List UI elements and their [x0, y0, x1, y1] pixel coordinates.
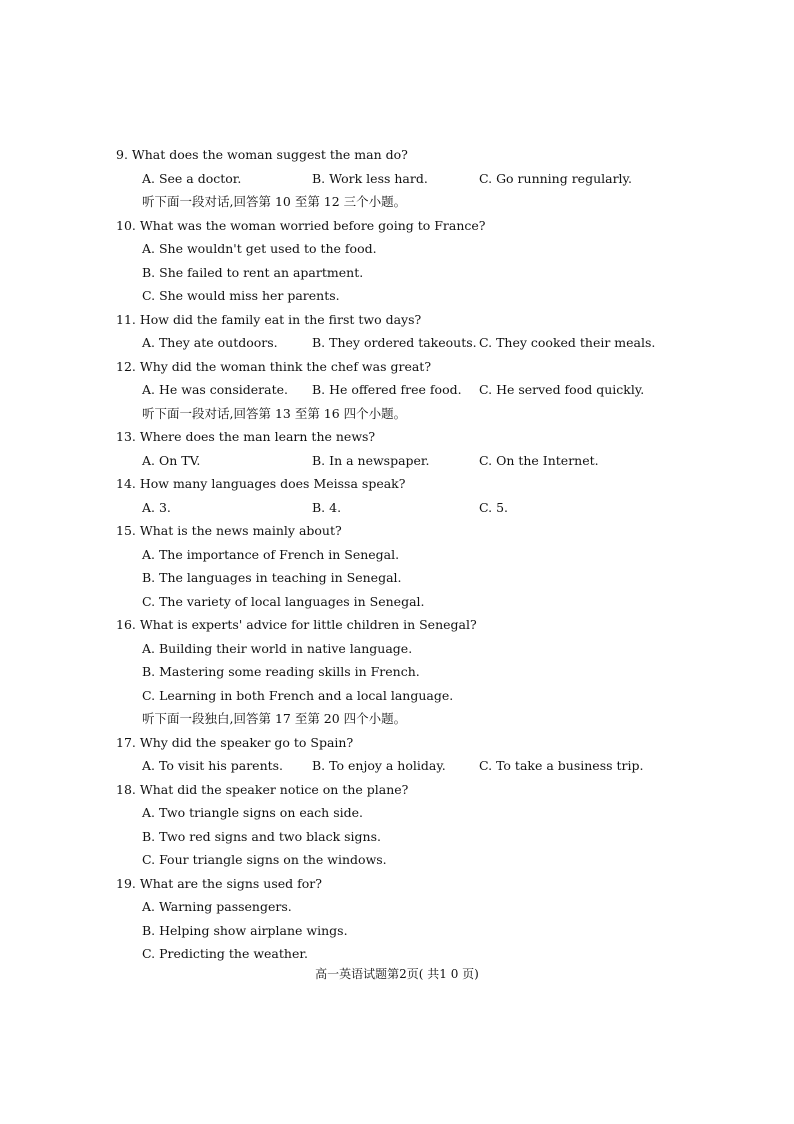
- question-stem: 10. What was the woman worried before going to France?: [116, 217, 486, 233]
- question-stem: 14. How many languages does Meissa speak?: [116, 476, 406, 491]
- answer-option: B. Mastering some reading skills in French.: [142, 664, 420, 679]
- option-row: [116, 167, 676, 191]
- answer-option: C. Predicting the weather.: [142, 946, 308, 961]
- answer-option: C. Learning in both French and a local language.: [142, 687, 454, 703]
- question-stem: 19. What are the signs used for?: [116, 875, 322, 891]
- section-instruction: 听下面一段独白,回答第 17 至第 20 四个小题。: [142, 711, 407, 726]
- answer-option: B. Work less hard.: [312, 170, 428, 186]
- question-stem: 16. What is experts' advice for little children in Senegal?: [116, 617, 477, 632]
- page-footer: 高一英语试题第2页( 共1 0 页): [315, 967, 479, 981]
- answer-option: A. The importance of French in Senegal.: [142, 546, 400, 562]
- question-stem: 17. Why did the speaker go to Spain?: [116, 734, 354, 750]
- question-list: [116, 143, 676, 966]
- question-stem: 13. Where does the man learn the news?: [116, 429, 376, 444]
- option-row: [116, 449, 676, 473]
- answer-option: C. The variety of local languages in Senegal.: [142, 593, 425, 609]
- answer-option: C. To take a business trip.: [479, 758, 644, 773]
- section-instruction: 听下面一段对话,回答第 13 至第 16 四个小题。: [142, 405, 407, 421]
- answer-option: A. On TV.: [142, 452, 201, 468]
- answer-option: B. The languages in teaching in Senegal.: [142, 570, 402, 585]
- answer-option: C. 5.: [479, 499, 508, 515]
- answer-option: C. Go running regularly.: [479, 170, 632, 186]
- answer-option: B. 4.: [312, 499, 342, 515]
- answer-option: C. Four triangle signs on the windows.: [142, 852, 387, 867]
- answer-option: A. 3.: [142, 499, 171, 515]
- answer-option: C. She would miss her parents.: [142, 288, 340, 303]
- answer-option: B. Two red signs and two black signs.: [142, 828, 381, 844]
- answer-option: C. They cooked their meals.: [479, 335, 656, 350]
- option-row: [116, 496, 676, 520]
- answer-option: A. They ate outdoors.: [142, 335, 278, 350]
- option-row: [116, 331, 676, 355]
- answer-option: B. Helping show airplane wings.: [142, 922, 348, 938]
- question-stem: 9. What does the woman suggest the man do?: [116, 147, 408, 162]
- answer-option: B. He offered free food.: [312, 382, 462, 397]
- answer-option: B. They ordered takeouts.: [312, 335, 477, 350]
- answer-option: A. Building their world in native language.: [142, 640, 413, 656]
- answer-option: B. She failed to rent an apartment.: [142, 264, 364, 280]
- answer-option: A. He was considerate.: [142, 382, 288, 397]
- question-stem: 18. What did the speaker notice on the plane?: [116, 781, 409, 797]
- option-row: [116, 754, 676, 778]
- section-instruction: 听下面一段对话,回答第 10 至第 12 三个小题。: [142, 194, 407, 209]
- question-stem: 11. How did the family eat in the first two days?: [116, 311, 422, 327]
- answer-option: C. He served food quickly.: [479, 382, 645, 397]
- answer-option: A. Warning passengers.: [142, 899, 292, 914]
- answer-option: B. In a newspaper.: [312, 452, 430, 468]
- answer-option: C. On the Internet.: [479, 452, 599, 468]
- question-stem: 12. Why did the woman think the chef was great?: [116, 358, 432, 374]
- answer-option: B. To enjoy a holiday.: [312, 758, 446, 773]
- answer-option: A. See a doctor.: [142, 170, 242, 186]
- answer-option: A. Two triangle signs on each side.: [142, 805, 363, 820]
- answer-option: A. To visit his parents.: [142, 758, 284, 773]
- answer-option: A. She wouldn't get used to the food.: [142, 241, 377, 256]
- option-row: [116, 378, 676, 402]
- question-stem: 15. What is the news mainly about?: [116, 523, 342, 538]
